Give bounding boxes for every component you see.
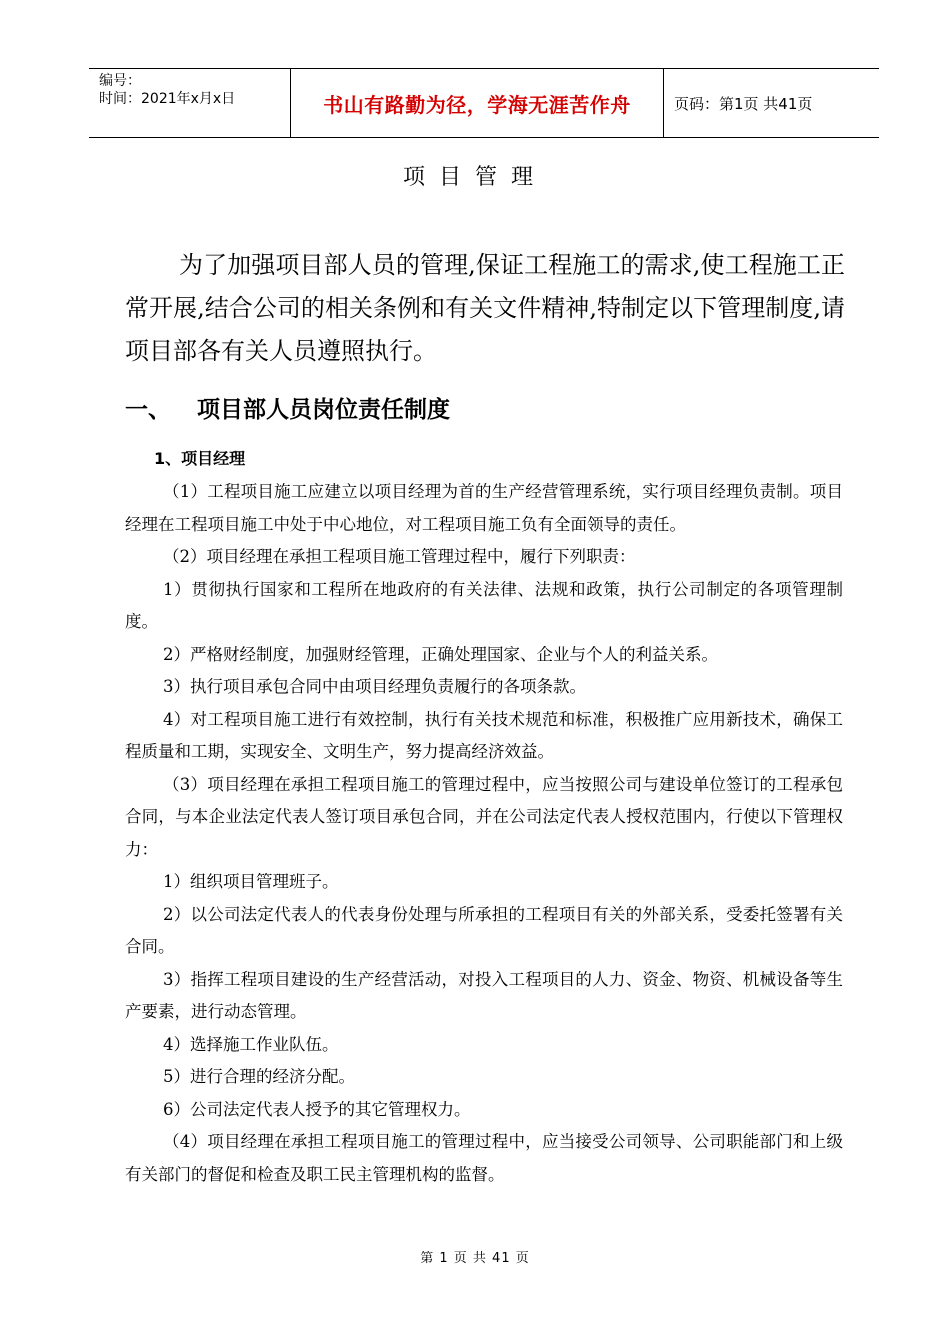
paragraph: （3）项目经理在承担工程项目施工的管理过程中，应当按照公司与建设单位签订的工程承包合同，与本企业法定代表人签订项目承包合同，并在公司法定代表人授权范围内，行使以下管理权力： [125, 774, 843, 859]
section-number: 一、 [125, 397, 171, 423]
header-number-label: 编号： [99, 73, 141, 89]
paragraph: 6）公司法定代表人授予的其它管理权力。 [163, 1099, 471, 1119]
document-title: 项目管理 [402, 165, 547, 190]
header-time-label: 时间：2021年x月x日 [99, 91, 236, 107]
section-heading [125, 391, 450, 424]
paragraph: （4）项目经理在承担工程项目施工的管理过程中，应当接受公司领导、公司职能部门和上级有关部门的督促和检查及职工民主管理机构的监督。 [125, 1132, 843, 1184]
header-meta [89, 69, 291, 137]
paragraph: 4）对工程项目施工进行有效控制，执行有关技术规范和标准，积极推广应用新技术，确保工程质量和工期，实现安全、文明生产，努力提高经济效益。 [125, 709, 843, 761]
paragraph: 1）组织项目管理班子。 [163, 872, 339, 891]
paragraph: 2）严格财经制度，加强财经管理，正确处理国家、企业与个人的利益关系。 [163, 644, 718, 664]
body-text [125, 476, 843, 1191]
paragraph: 2）以公司法定代表人的代表身份处理与所承担的工程项目有关的外部关系，受委托签署有关合同。 [125, 904, 843, 956]
header-motto: 书山有路勤为径，学海无涯苦作舟 [291, 69, 664, 137]
section-title: 项目部人员岗位责任制度 [197, 397, 450, 423]
page-footer: 第 1 页 共 41 页 [420, 1251, 530, 1266]
paragraph: （1）工程项目施工应建立以项目经理为首的生产经营管理系统，实行项目经理负责制。项目经理在工程项目施工中处于中心地位，对工程项目施工负有全面领导的责任。 [125, 482, 843, 534]
paragraph: （2）项目经理在承担工程项目施工管理过程中，履行下列职责： [163, 547, 636, 566]
page-header [89, 68, 879, 138]
paragraph: 5）进行合理的经济分配。 [163, 1067, 355, 1086]
header-page-label: 页码：第1页 共41页 [674, 94, 813, 113]
paragraph: 3）指挥工程项目建设的生产经营活动，对投入工程项目的人力、资金、物资、机械设备等生产要素，进行动态管理。 [125, 969, 843, 1021]
intro-paragraph: 为了加强项目部人员的管理,保证工程施工的需求,使工程施工正常开展,结合公司的相关条例和有关文件精神,特制定以下管理制度,请项目部各有关人员遵照执行。 [125, 251, 845, 365]
paragraph: 4）选择施工作业队伍。 [163, 1034, 339, 1054]
paragraph: 1）贯彻执行国家和工程所在地政府的有关法律、法规和政策，执行公司制定的各项管理制度。 [125, 579, 843, 631]
paragraph: 3）执行项目承包合同中由项目经理负责履行的各项条款。 [163, 677, 586, 696]
subsection-heading: 1、项目经理 [154, 449, 246, 468]
